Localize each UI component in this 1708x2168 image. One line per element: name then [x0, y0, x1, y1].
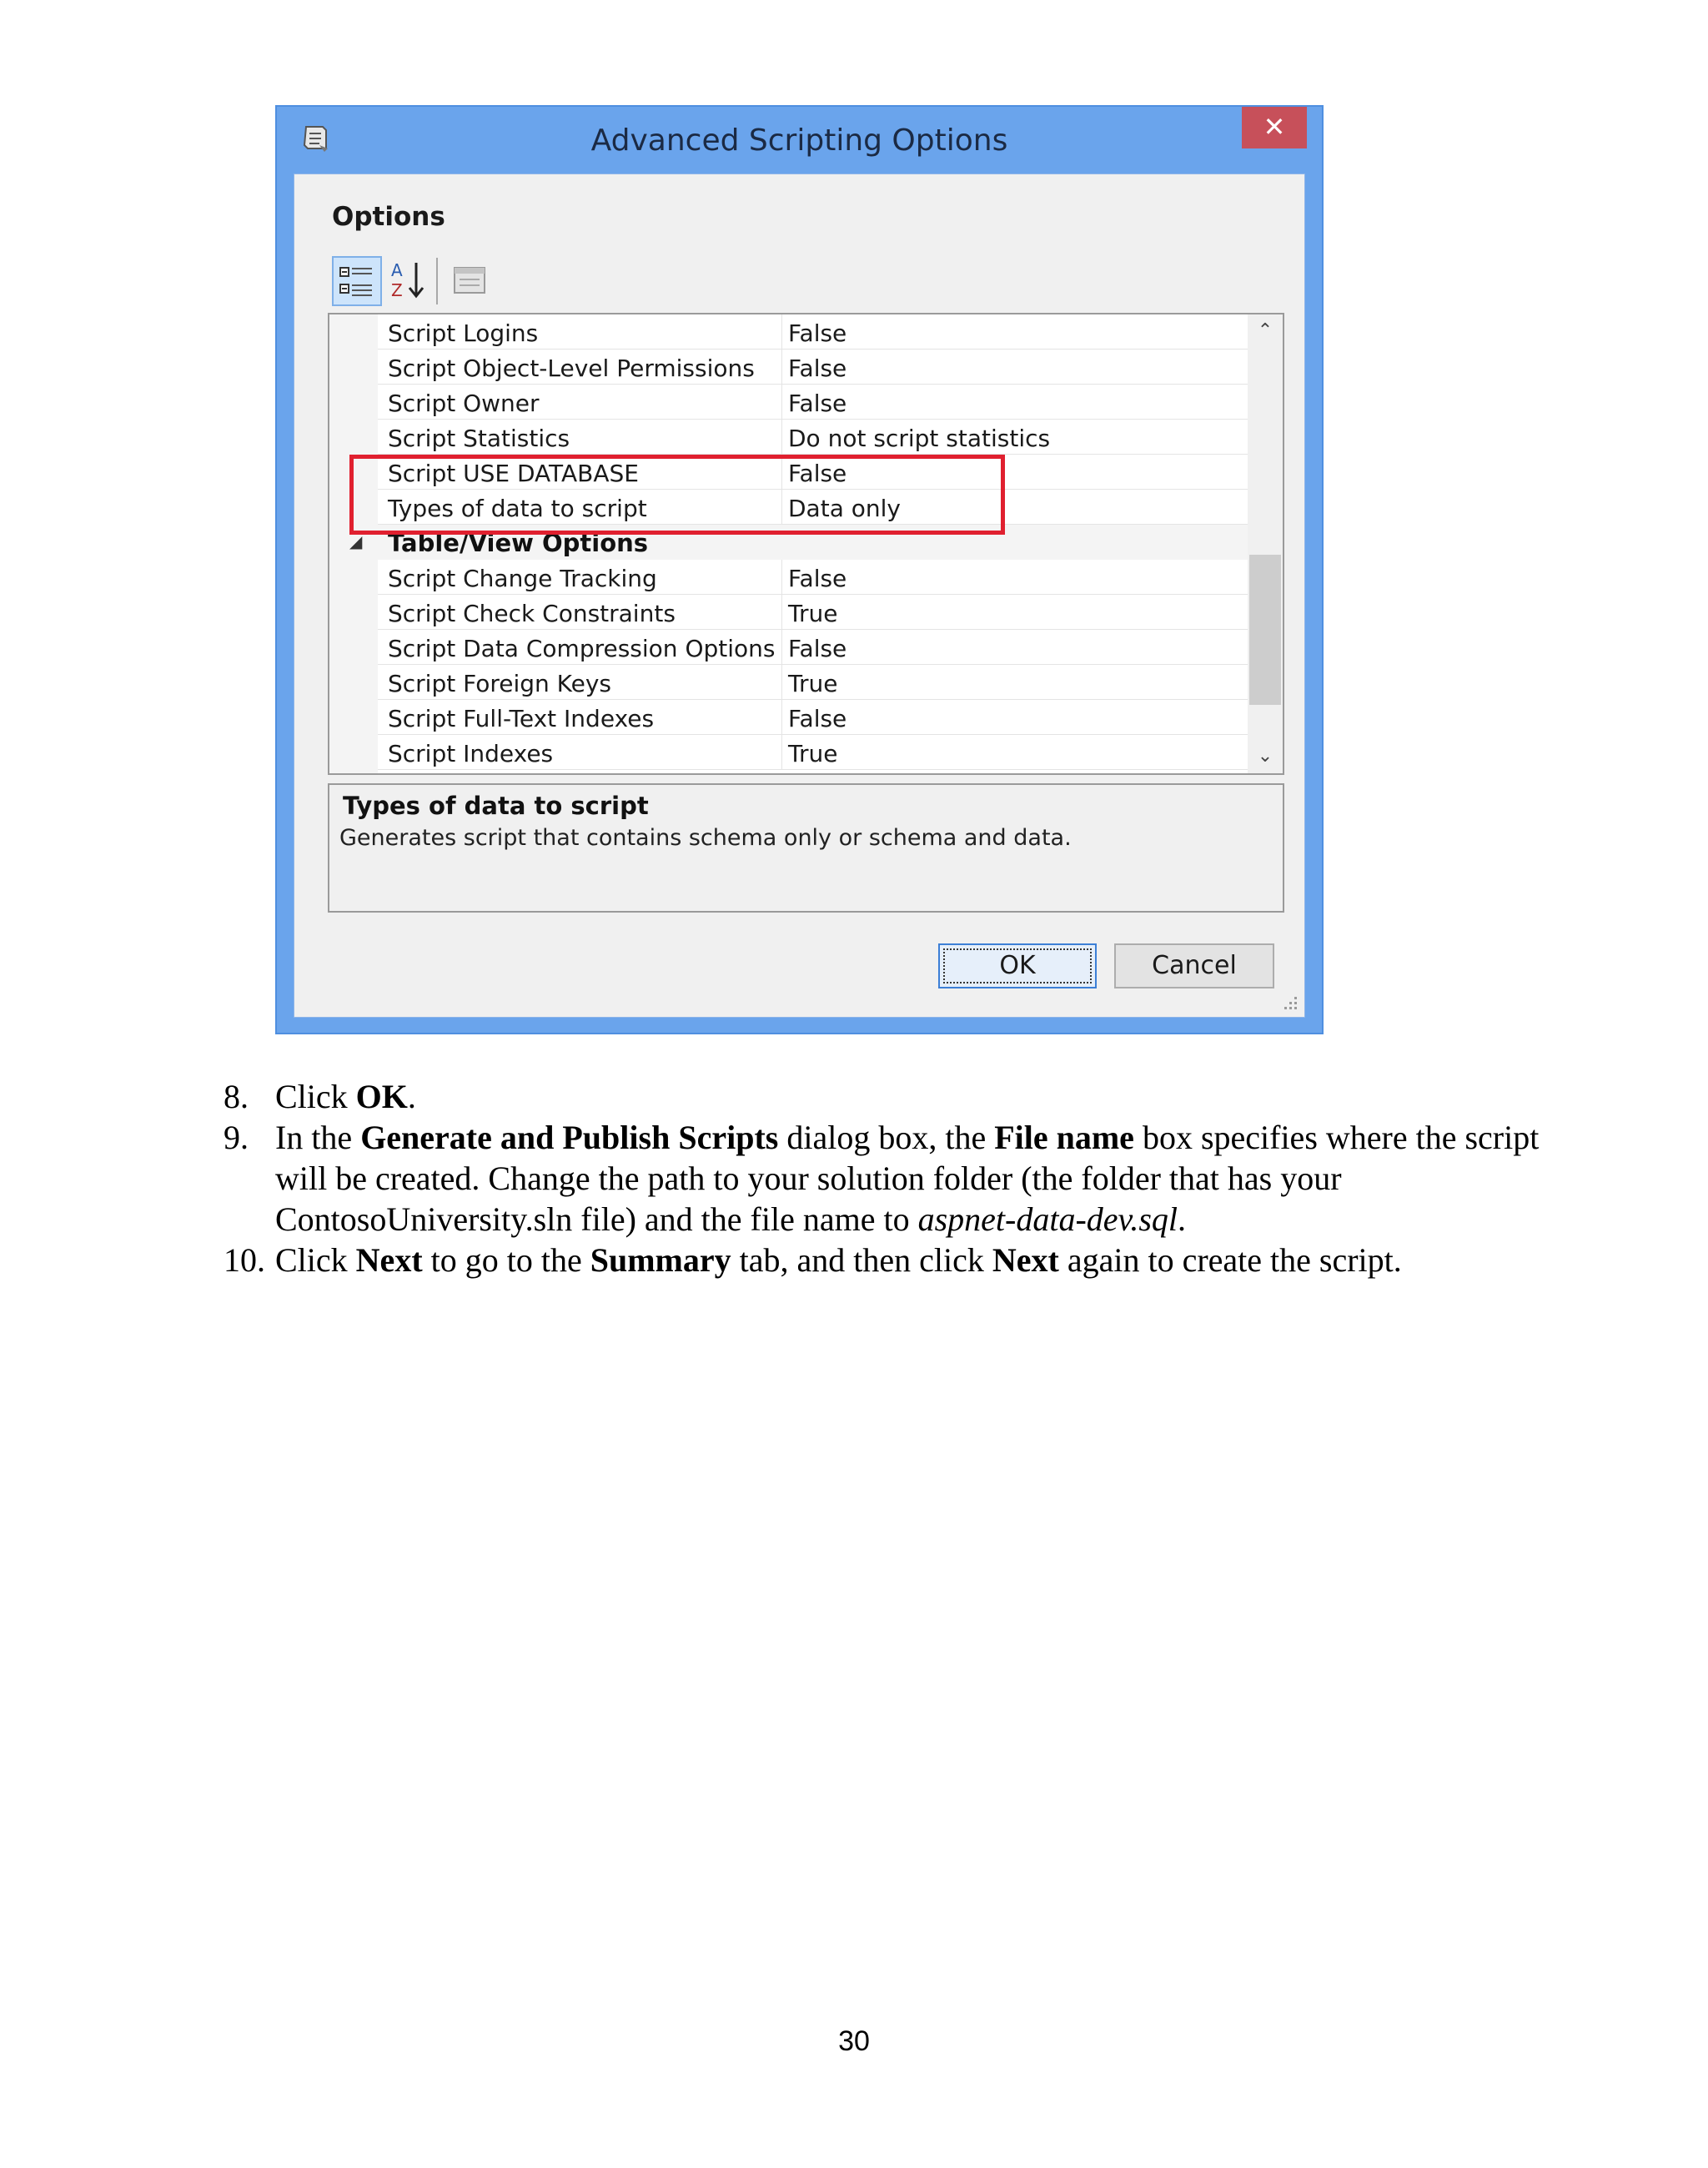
scroll-down-arrow-icon[interactable]: ⌄ — [1257, 746, 1273, 767]
property-value[interactable]: False — [788, 565, 847, 592]
property-name: Script Foreign Keys — [388, 670, 612, 697]
description-text: Generates script that contains schema only or schema and data. — [339, 825, 1072, 851]
categorized-icon — [334, 258, 380, 304]
property-value[interactable]: False — [788, 319, 847, 347]
ok-button[interactable] — [938, 943, 1097, 988]
property-value[interactable]: False — [788, 705, 847, 732]
property-name: Script Check Constraints — [388, 600, 676, 627]
property-pages-icon — [450, 256, 490, 306]
svg-text:Z: Z — [391, 280, 403, 300]
property-name: Script USE DATABASE — [388, 460, 639, 487]
description-title: Types of data to script — [343, 792, 649, 820]
step-8: 8. Click OK. — [224, 1078, 416, 1115]
property-row-script-logins[interactable] — [378, 314, 1248, 350]
property-name: Script Indexes — [388, 740, 554, 767]
property-value[interactable]: True — [788, 740, 838, 767]
property-name: Script Logins — [388, 319, 539, 347]
toolbar-separator — [436, 258, 438, 304]
property-value[interactable]: True — [788, 600, 838, 627]
scroll-up-arrow-icon[interactable]: ⌃ — [1257, 320, 1273, 341]
step-number: 9. — [224, 1119, 249, 1156]
property-name: Script Object-Level Permissions — [388, 355, 755, 382]
page-number: 30 — [838, 2025, 870, 2057]
close-button[interactable]: ✕ — [1242, 107, 1307, 148]
collapse-arrow-icon[interactable]: ◢ — [349, 531, 363, 551]
ok-button-label: OK — [999, 951, 1036, 980]
property-value[interactable]: True — [788, 670, 838, 697]
property-row-script-owner[interactable] — [378, 385, 1248, 420]
property-row-types-of-data-to-script[interactable] — [378, 490, 1248, 525]
alphabetical-sort-button[interactable] — [388, 256, 428, 306]
property-value[interactable]: False — [788, 635, 847, 662]
step-10: 10. Click Next to go to the Summary tab, and then click Next again to create the script. — [224, 1241, 1402, 1279]
step-9: 9. In the Generate and Publish Scripts dialog box, the File name box specifies where the script will be created. Change the path to your solution folder (the folder that has your ContosoUniversity.sln file) and the file name to aspnet-data-dev.sql. — [224, 1119, 1540, 1238]
sort-az-icon — [388, 256, 428, 306]
property-name: Script Full-Text Indexes — [388, 705, 655, 732]
property-row-script-data-compression-options[interactable] — [378, 630, 1248, 665]
focus-rectangle — [943, 948, 1092, 983]
property-row-script-foreign-keys[interactable] — [378, 665, 1248, 700]
title-bar[interactable] — [277, 107, 1322, 174]
options-label: Options — [332, 202, 445, 232]
category-table-view-options[interactable] — [329, 525, 1248, 560]
dialog-client-area — [294, 174, 1305, 1018]
instruction-steps — [224, 1076, 1575, 1280]
property-name: Script Change Tracking — [388, 565, 657, 592]
property-row-script-full-text-indexes[interactable] — [378, 700, 1248, 735]
property-row-script-statistics[interactable] — [378, 420, 1248, 455]
dialog-title: Advanced Scripting Options — [590, 123, 1008, 158]
step-number: 10. — [224, 1241, 265, 1279]
svg-text:A: A — [391, 260, 403, 280]
property-name: Types of data to script — [388, 495, 647, 522]
property-value[interactable]: Data only — [788, 495, 901, 522]
property-row-script-use-database[interactable] — [378, 455, 1248, 490]
property-grid[interactable] — [328, 313, 1284, 775]
property-value[interactable]: False — [788, 355, 847, 382]
property-row-script-change-tracking[interactable] — [378, 560, 1248, 595]
step-number: 8. — [224, 1078, 249, 1115]
vertical-scrollbar[interactable] — [1248, 314, 1283, 773]
property-row-script-object-level-permissions[interactable] — [378, 350, 1248, 385]
property-name: Script Owner — [388, 390, 540, 417]
property-row-script-check-constraints[interactable] — [378, 595, 1248, 630]
property-pages-button[interactable] — [450, 256, 490, 306]
property-value[interactable]: False — [788, 390, 847, 417]
property-value[interactable]: False — [788, 460, 847, 487]
scroll-thumb[interactable] — [1249, 555, 1281, 705]
advanced-scripting-options-dialog — [275, 105, 1324, 1034]
categorized-view-button[interactable] — [332, 256, 382, 306]
cancel-button[interactable]: Cancel — [1114, 943, 1274, 988]
property-name: Script Statistics — [388, 425, 570, 452]
property-value[interactable]: Do not script statistics — [788, 425, 1051, 452]
property-name: Script Data Compression Options — [388, 635, 776, 662]
property-row-script-indexes[interactable] — [378, 735, 1248, 770]
category-label: Table/View Options — [388, 529, 649, 557]
resize-grip-icon[interactable] — [1279, 992, 1299, 1012]
description-panel — [328, 783, 1284, 913]
